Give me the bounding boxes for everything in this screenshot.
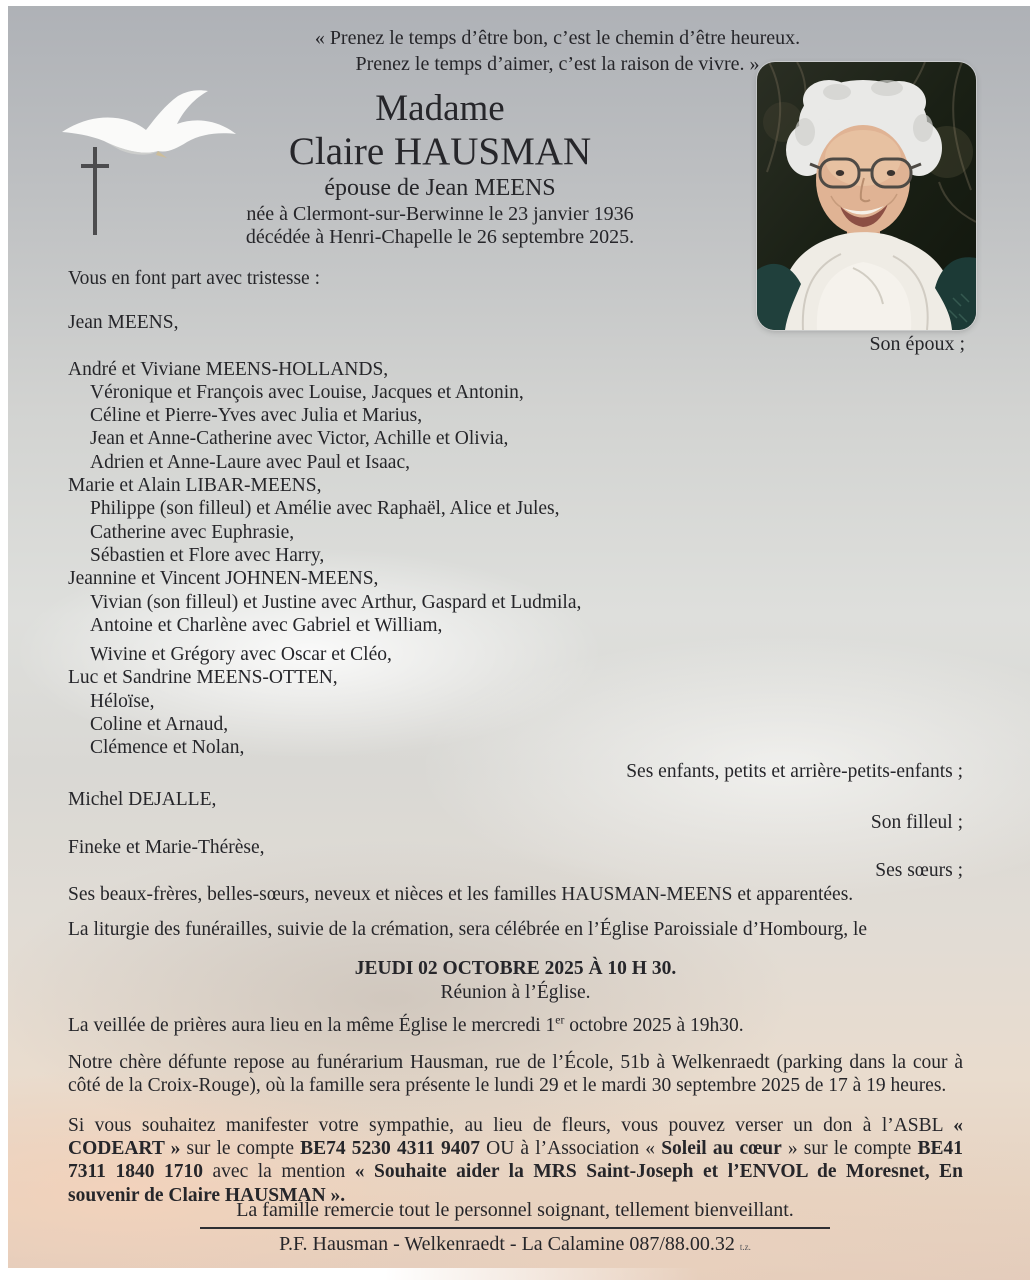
mourner-line: Jean et Anne-Catherine avec Victor, Achille et Olivia, (90, 428, 509, 450)
scan-edge-bottom (0, 1268, 700, 1280)
mourner-line: Luc et Sandrine MEENS-OTTEN, (68, 667, 338, 689)
plain-text: Si vous souhaitez manifester votre sympathie, au lieu de fleurs, vous pouvez verser un don à l’ASBL (68, 1114, 954, 1136)
vigil-text (68, 1014, 963, 1037)
ceremony-meeting: Réunion à l’Église. (440, 981, 591, 1003)
plain-text: » sur le compte (781, 1138, 918, 1160)
spouse-line: épouse de Jean MEENS (324, 175, 556, 201)
plain-text: La veillée de prières aura lieu en la même Église le mercredi 1 (68, 1014, 556, 1036)
relation-label-children: Ses enfants, petits et arrière-petits-enfants ; (626, 760, 963, 782)
thanks-text: La famille remercie tout le personnel soignant, tellement bienveillant. (236, 1199, 794, 1221)
death-line: décédée à Henri-Chapelle le 26 septembre 2025. (245, 226, 635, 248)
plain-text: OU à l’Association « (480, 1138, 662, 1160)
mourner-line: Clémence et Nolan, (90, 737, 245, 759)
mourners-list (68, 267, 963, 906)
mourner-line: Coline et Arnaud, (90, 714, 229, 736)
bold-text: « CODEART » (68, 1114, 963, 1160)
scan-edge-left (0, 0, 8, 1280)
bold-text: « Souhaite aider la MRS Saint-Joseph et l’ENVOL de Moresnet, En souvenir de Claire HAUSMAN ». (68, 1161, 963, 1206)
families-line: Ses beaux-frères, belles-sœurs, neveux et nièces et les familles HAUSMAN-MEENS et apparentées. (68, 884, 854, 906)
liturgy-text: La liturgie des funérailles, suivie de la crémation, sera célébrée en l’Église Paroissiale d’Hombourg, le (68, 919, 868, 940)
scan-edge-top (0, 0, 1030, 6)
mourner-line: Antoine et Charlène avec Gabriel et William, (90, 614, 443, 636)
mourner-line: Céline et Pierre-Yves avec Julia et Marius, (90, 405, 423, 427)
mourner-line: Jeannine et Vincent JOHNEN-MEENS, (68, 568, 379, 590)
relation-label-spouse: Son époux ; (869, 333, 965, 355)
relation-label-sisters: Ses sœurs ; (875, 859, 963, 881)
printer-mark: t.z. (739, 1242, 751, 1252)
ceremony-section (68, 918, 963, 1207)
plain-text: octobre 2025 à 19h30. (564, 1014, 744, 1036)
mourner-line: Marie et Alain LIBAR-MEENS, (68, 475, 322, 497)
mourner-line: Héloïse, (90, 690, 155, 712)
deceased-name: Claire HAUSMAN (288, 130, 592, 173)
repose-text: Notre chère défunte repose au funérarium Hausman, rue de l’École, 51b à Welkenraedt (parking dans la cour à côté de la Croix-Rouge), où la famille sera présente le lundi 29 et le mardi 30 septembre 2025 de 17 à 19 heures. (68, 1052, 963, 1097)
bold-text: Soleil au cœur (661, 1138, 782, 1160)
announcement-intro: Vous en font part avec tristesse : (68, 268, 320, 289)
mourner-line: Fineke et Marie-Thérèse, (68, 836, 265, 858)
divider-line (200, 1227, 830, 1229)
bold-text: BE41 7311 1840 1710 (68, 1138, 963, 1183)
mourner-line: Michel DEJALLE, (68, 788, 217, 810)
mourner-line: Jean MEENS, (68, 312, 179, 334)
mourner-line: Véronique et François avec Louise, Jacques et Antonin, (90, 381, 524, 403)
donation-text (68, 1114, 963, 1207)
funeral-home-text: P.F. Hausman - Welkenraedt - La Calamine 087/88.00.32 (279, 1233, 735, 1255)
birth-line: née à Clermont-sur-Berwinne le 23 janvier 1936 (246, 203, 634, 225)
quote-line-2: Prenez le temps d’aimer, c’est la raison de vivre. » (355, 53, 760, 75)
superscript-text: er (555, 1013, 565, 1027)
plain-text: avec la mention (202, 1161, 355, 1183)
mourner-line: Catherine avec Euphrasie, (90, 521, 295, 543)
plain-text: sur le compte (180, 1138, 301, 1160)
mourner-line: Wivine et Grégory avec Oscar et Cléo, (90, 644, 392, 666)
mourner-line: Vivian (son filleul) et Justine avec Arthur, Gaspard et Ludmila, (90, 591, 582, 613)
funeral-home-footer (0, 1233, 1030, 1256)
quote-line-1: « Prenez le temps d’être bon, c’est le chemin d’être heureux. (314, 27, 801, 49)
mourner-line: Philippe (son filleul) et Amélie avec Raphaël, Alice et Jules, (90, 498, 560, 520)
mourner-line: Sébastien et Flore avec Harry, (90, 544, 325, 566)
relation-label-godson: Son filleul ; (870, 812, 963, 834)
bold-text: BE74 5230 4311 9407 (300, 1138, 480, 1160)
mourner-line: Adrien et Anne-Laure avec Paul et Isaac, (90, 451, 410, 473)
ceremony-date: JEUDI 02 OCTOBRE 2025 À 10 H 30. (354, 958, 677, 980)
mourner-line: André et Viviane MEENS-HOLLANDS, (68, 358, 389, 380)
deceased-title: Madame (375, 88, 505, 129)
deceased-header (60, 88, 820, 249)
